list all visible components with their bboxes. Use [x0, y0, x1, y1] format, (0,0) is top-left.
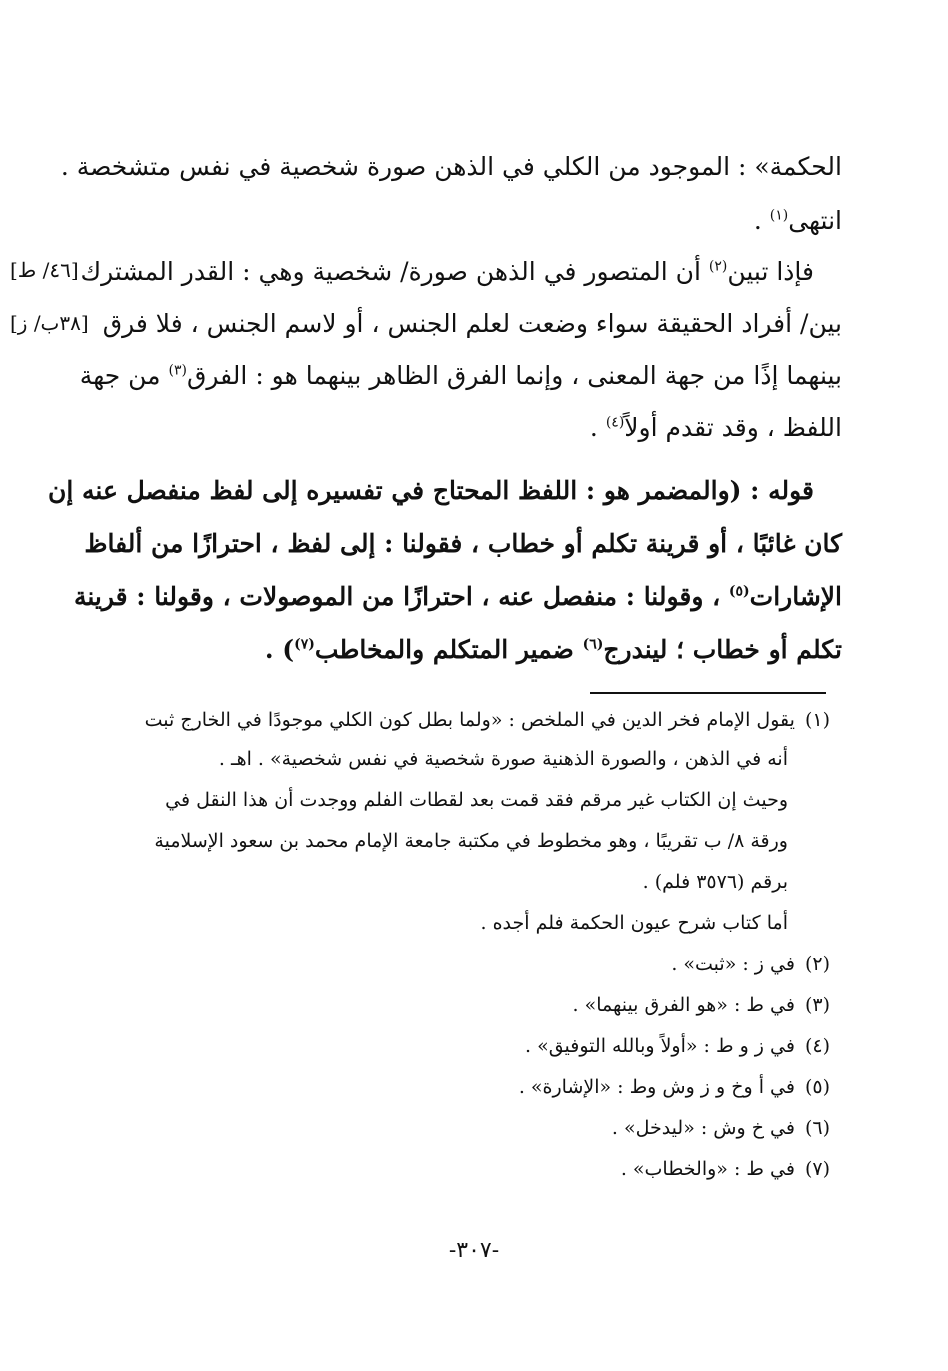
- footnote-6: [612, 1117, 830, 1139]
- paragraph-3-quote: [48, 464, 842, 676]
- margin-note-2: [٣٨ب/ ز]: [10, 311, 89, 335]
- footnote-2: [671, 953, 830, 975]
- footnote-5: [519, 1076, 830, 1098]
- footnote-text: في ز و ط : «أولاً وبالله التوفيق» .: [525, 1035, 795, 1057]
- footnote-ref[interactable]: (٦): [582, 636, 604, 653]
- footnote-text: في ط : «والخطاب» .: [620, 1158, 795, 1180]
- text-line: [112, 402, 842, 454]
- text-run: اللفظ ، وقد تقدم أولاً: [624, 413, 842, 442]
- footnote-text: في ط : «هو الفرق بينهما» .: [572, 994, 795, 1016]
- text-run: ضمير المتكلم والمخاطب: [314, 635, 583, 664]
- text-line: [79, 350, 842, 402]
- text-run: تكلم أو خطاب ؛ ليندرج: [603, 635, 842, 664]
- footnote-text: في خ وش : «ليدخل» .: [611, 1117, 795, 1139]
- footnote-3: [572, 994, 830, 1016]
- top-paragraph: [60, 140, 842, 248]
- text-line: [73, 570, 842, 623]
- footnote-number: (٧): [804, 1158, 830, 1180]
- text-line: [112, 623, 842, 676]
- text-run: أن المتصور في الذهن صورة/ شخصية وهي : القدر المشترك: [80, 257, 709, 286]
- text-run: الإشارات: [749, 582, 842, 611]
- text-run: ) .: [264, 635, 295, 664]
- text-line: [112, 194, 842, 248]
- footnote-text: يقول الإمام فخر الدين في الملخص : «ولما بطل كون الكلي موجودًا في الخارج ثبت: [144, 709, 795, 731]
- footnote-4: [525, 1035, 830, 1057]
- text-line: كان غائبًا ، أو قرينة تكلم أو خطاب ، فقولنا : إلى لفظ ، احترازًا من ألفاظ: [84, 529, 842, 558]
- text-run: ، وقولنا : منفصل عنه ، احترازًا من الموصولات ، وقولنا : قرينة: [73, 582, 729, 611]
- text-run: فإذا تبين: [727, 257, 814, 286]
- footnote-number: (٥): [804, 1076, 830, 1098]
- footnote-1: [145, 709, 830, 731]
- footnote-ref[interactable]: (٧): [294, 636, 315, 653]
- footnote-number: (٢): [804, 953, 830, 975]
- text-run: بينهما إذًا من جهة المعنى ، وإنما الفرق الظاهر بينهما هو : الفرق: [186, 361, 842, 390]
- footnote-text: في أ وخ و ز وش وط : «الإشارة» .: [518, 1076, 795, 1098]
- footnote-ref[interactable]: (٤): [605, 414, 625, 431]
- footnote-number: (٣): [804, 994, 830, 1016]
- footnote-ref[interactable]: (١): [769, 207, 789, 224]
- footnote-ref[interactable]: (٣): [168, 362, 187, 379]
- footnote-text: في ز : «ثبت» .: [671, 953, 795, 975]
- text-run: .: [589, 413, 606, 442]
- footnote-separator: [590, 692, 826, 694]
- footnote-number: (١): [804, 709, 830, 731]
- text-line: الحكمة» : الموجود من الكلي في الذهن صورة شخصية في نفس متشخصة .: [60, 152, 842, 181]
- footnote-number: (٤): [804, 1035, 830, 1057]
- footnote-ref[interactable]: (٥): [728, 583, 750, 600]
- text-line: [80, 246, 842, 298]
- footnote-1-line: ورقة ٨/ ب تقريبًا ، وهو مخطوط في مكتبة جامعة الإمام محمد بن سعود الإسلامية: [154, 830, 788, 852]
- text-run: .: [753, 206, 770, 235]
- text-line: قوله : (والمضمر هو : اللفظ المحتاج في تفسيره إلى لفظ منفصل عنه إن: [48, 476, 814, 505]
- footnote-number: (٦): [804, 1117, 830, 1139]
- footnote-ref[interactable]: (٢): [708, 258, 728, 275]
- footnote-1-line: أنه في الذهن ، والصورة الذهنية صورة شخصية في نفس شخصية» . اهـ .: [218, 748, 788, 770]
- footnote-1-line: أما كتاب شرح عيون الحكمة فلم أجده .: [480, 912, 788, 934]
- text-line: بين/ أفراد الحقيقة سواء وضعت لعلم الجنس ، أو لاسم الجنس ، فلا فرق: [102, 309, 842, 338]
- paragraph-2: [79, 246, 842, 454]
- text-run: انتهى: [788, 206, 842, 235]
- footnote-1-line: وحيث إن الكتاب غير مرقم فقد قمت بعد لقطات الفلم ووجدت أن هذا النقل في: [165, 789, 788, 811]
- footnote-1-line: برقم (٣٥٧٦ فلم) .: [642, 871, 788, 893]
- page-number: -٣٠٧-: [448, 1238, 500, 1263]
- text-run: من جهة: [79, 361, 169, 390]
- footnote-7: [621, 1158, 830, 1180]
- margin-note-1: [٤٦/ ط]: [10, 258, 79, 282]
